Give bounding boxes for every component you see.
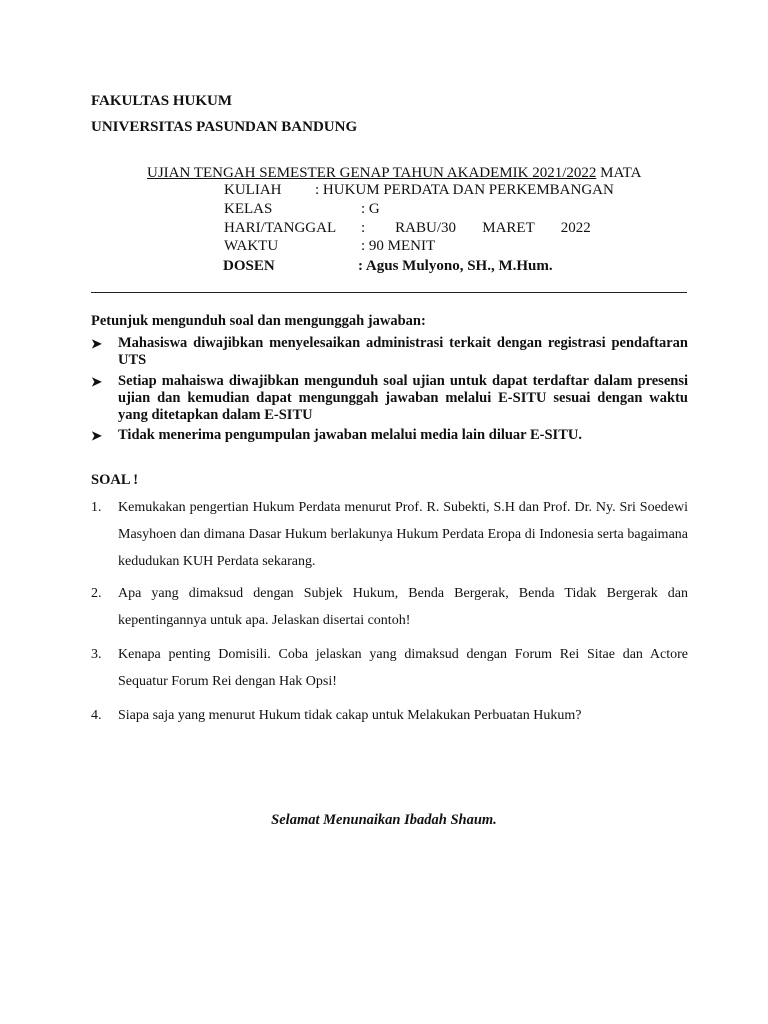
closing-greeting: Selamat Menunaikan Ibadah Shaum. <box>271 812 497 828</box>
exam-title-tail: MATA <box>596 165 642 181</box>
info-label: KULIAH <box>224 182 282 198</box>
info-value: : G <box>361 201 380 217</box>
info-row-dosen <box>223 258 553 275</box>
info-value: : 90 MENIT <box>361 238 436 254</box>
info-value: : HUKUM PERDATA DAN PERKEMBANGAN <box>315 182 614 198</box>
questions-heading: SOAL ! <box>91 472 139 488</box>
arrowhead-bullet-icon: ➤ <box>91 336 102 351</box>
question-number: 1. <box>91 500 102 515</box>
instruction-text: Mahasiswa diwajibkan menyelesaikan administrasi terkait dengan registrasi pendaftaran UTS <box>118 335 688 368</box>
question-item <box>91 580 688 634</box>
arrowhead-bullet-icon: ➤ <box>91 428 102 443</box>
exam-title <box>147 165 641 182</box>
instruction-item <box>91 427 688 444</box>
faculty-name: FAKULTAS HUKUM <box>91 93 232 109</box>
info-label: WAKTU <box>224 238 279 254</box>
instruction-item <box>91 335 688 369</box>
university-name: UNIVERSITAS PASUNDAN BANDUNG <box>91 119 358 135</box>
info-label: HARI/TANGGAL <box>224 220 337 236</box>
arrowhead-bullet-icon: ➤ <box>91 374 102 389</box>
question-text: Apa yang dimaksud dengan Subjek Hukum, Benda Bergerak, Benda Tidak Bergerak dan kepentingannya untuk apa. Jelaskan disertai contoh! <box>118 586 688 628</box>
instructions-title: Petunjuk mengunduh soal dan mengunggah jawaban: <box>91 313 426 329</box>
info-row-hari-tanggal <box>224 220 591 237</box>
horizontal-divider <box>91 292 687 293</box>
info-value: : RABU/30 MARET 2022 <box>361 220 591 236</box>
exam-title-main: UJIAN TENGAH SEMESTER GENAP TAHUN AKADEMIK 2021/2022 <box>147 165 597 181</box>
question-number: 4. <box>91 708 102 723</box>
question-text: Kenapa penting Domisili. Coba jelaskan yang dimaksud dengan Forum Rei Sitae dan Actore Sequatur Forum Rei dengan Hak Opsi! <box>118 647 688 689</box>
question-number: 3. <box>91 647 102 662</box>
question-text: Kemukakan pengertian Hukum Perdata menurut Prof. R. Subekti, S.H dan Prof. Dr. Ny. Sri Soedewi Masyhoen dan dimana Dasar Hukum berlakunya Hukum Perdata Eropa di Indonesia serta bagaimana kedudukan KUH Perdata sekarang. <box>118 500 688 569</box>
instruction-item <box>91 373 688 424</box>
info-row-waktu <box>224 238 435 255</box>
instruction-text: Setiap mahaiswa diwajibkan mengunduh soal ujian untuk dapat terdaftar dalam presensi ujian dan kemudian dapat mengunggah jawaban melalui E-SITU sesuai dengan waktu yang ditetapkan dalam E-SITU <box>118 373 688 423</box>
instruction-text: Tidak menerima pengumpulan jawaban melalui media lain diluar E-SITU. <box>118 427 582 443</box>
info-label: DOSEN <box>223 258 275 274</box>
question-item <box>91 641 688 695</box>
question-item <box>91 702 688 729</box>
question-text: Siapa saja yang menurut Hukum tidak cakap untuk Melakukan Perbuatan Hukum? <box>118 708 582 723</box>
info-row-kuliah <box>224 182 614 199</box>
question-number: 2. <box>91 586 102 601</box>
info-value: : Agus Mulyono, SH., M.Hum. <box>358 258 553 274</box>
info-row-kelas <box>224 201 380 218</box>
info-label: KELAS <box>224 201 273 217</box>
question-item <box>91 494 688 575</box>
